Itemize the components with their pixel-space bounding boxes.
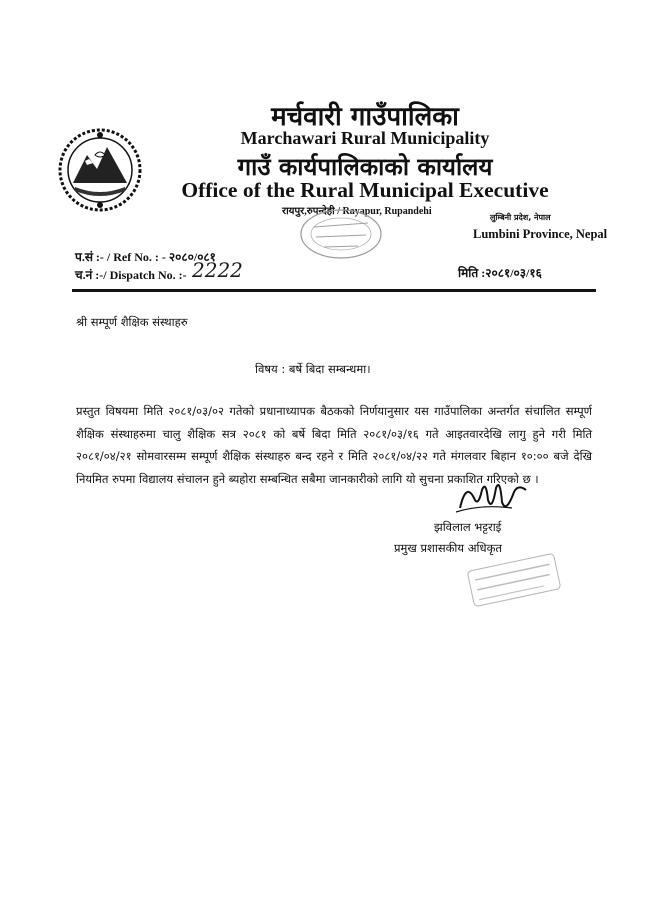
municipality-title-nepali: मर्चवारी गाउँपालिका [271, 102, 459, 132]
letter-date: मिति :२०८१/०३/१६ [458, 266, 542, 280]
office-address: रायपुर,रुपन्देही / Rayapur, Rupandehi [282, 206, 432, 217]
dispatch-number-handwritten: 2222 [192, 258, 243, 282]
header-divider [72, 289, 596, 292]
reference-number: प.सं :- / Ref No. : - २०८०/०८१ [75, 250, 216, 264]
subject-line: विषय : बर्षे बिदा सम्बन्धमा। [255, 362, 371, 376]
officer-stamp-icon [462, 550, 567, 610]
office-title-english: Office of the Rural Municipal Executive [181, 178, 549, 202]
signer-name: झविलाल भट्टराई [434, 520, 502, 534]
dispatch-label: च.नं :-/ Dispatch No. :- [75, 268, 187, 282]
municipality-title-english: Marchawari Rural Municipality [240, 128, 490, 148]
addressee: श्री सम्पूर्ण शैक्षिक संस्थाहरु [76, 315, 188, 329]
province-nepali: लुम्बिनी प्रदेश, नेपाल [490, 213, 551, 222]
province-english: Lumbini Province, Nepal [473, 227, 608, 241]
office-stamp-icon [296, 205, 386, 263]
signature-icon [452, 478, 532, 518]
office-title-nepali: गाउँ कार्यपालिकाको कार्यालय [237, 153, 493, 181]
letter-body: प्रस्तुत विषयमा मिति २०८१/०३/०२ गतेको प्रधानाध्यापक बैठकको निर्णयानुसार यस गाउँपालिका अन्तर्गत संचालित सम्पूर्ण शैक्षिक संस्थाहरुमा चालु शैक्षिक सत्र २०८१ को बर्षे बिदा मिति २०८१/०३/१६ गते आइतवारदेखि लागु हुने गरी मिति २०८१/०४/२१ सोमवारसम्म सम्पूर्ण शैक्षिक संस्थाहरु बन्द रहने र मिति २०८१/०४/२२ गते मंगलवार बिहान १०:०० बजे देखि नियमित रुपमा विद्यालय संचालन हुने ब्यहोरा सम्बन्धित सबैमा जानकारीको लागि यो सुचना प्रकाशित गरिएको छ । [76, 404, 592, 486]
signer-title: प्रमुख प्रशासकीय अधिकृत [394, 541, 502, 555]
nepal-emblem-icon [55, 125, 145, 215]
